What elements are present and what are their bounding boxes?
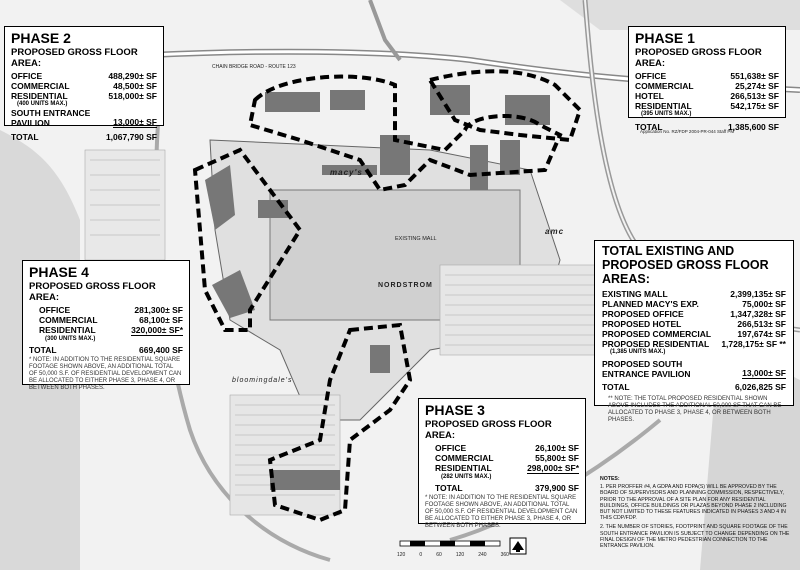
phase3-row-office	[425, 443, 579, 453]
row-value: 75,000± SF	[742, 299, 786, 309]
row-label: TOTAL	[435, 483, 463, 493]
phase2-units: (400 UNITS MAX.)	[17, 101, 68, 107]
row-value: 1,728,175± SF **	[721, 339, 786, 349]
row-label: OFFICE	[11, 71, 43, 81]
row-label: TOTAL	[635, 122, 663, 132]
row-value: 6,026,825 SF	[734, 382, 786, 392]
row-value: 518,000± SF	[108, 91, 157, 101]
row-label: PROPOSED RESIDENTIAL	[602, 339, 710, 349]
scale-tick: 120	[455, 552, 465, 558]
totals-row-commercial	[602, 329, 786, 339]
row-label: OFFICE	[39, 305, 71, 315]
row-label: HOTEL	[635, 91, 664, 101]
totals-title: TOTAL EXISTING AND PROPOSED GROSS FLOOR AREAS:	[602, 244, 769, 286]
row-label: COMMERCIAL	[435, 453, 494, 463]
scale-tick: 60	[436, 552, 442, 558]
scale-bar-ticks	[397, 552, 509, 558]
scale-tick: 0	[419, 552, 423, 558]
row-label: TOTAL	[11, 132, 39, 142]
row-label: PROPOSED COMMERCIAL	[602, 329, 712, 339]
phase3-subtitle: PROPOSED GROSS FLOOR AREA:	[425, 419, 552, 441]
phase1-row-office	[635, 71, 779, 81]
row-value: 1,347,328± SF	[730, 309, 786, 319]
scale-tick: 360	[500, 552, 509, 558]
row-value: 669,400 SF	[139, 345, 183, 355]
phase3-table	[418, 398, 586, 529]
phase4-row-total	[29, 345, 183, 355]
phase2-row-office	[11, 71, 157, 81]
row-value: 68,100± SF	[139, 315, 183, 325]
phase1-units: (395 UNITS MAX.)	[641, 111, 692, 117]
totals-table	[594, 240, 794, 423]
row-label: PLANNED MACY'S EXP.	[602, 299, 699, 309]
phase3-units: (282 UNITS MAX.)	[441, 474, 492, 480]
phase3-note: * NOTE: IN ADDITION TO THE RESIDENTIAL SQUARE FOOTAGE SHOWN ABOVE, AN ADDITIONAL TOTAL OF 50,000 S.F. OF RESIDENTIAL DEVELOPMENT CAN BE ALLOCATED TO EITHER PHASE 3, PHASE 4, OR BETWEEN BOTH PHASES.	[425, 495, 578, 529]
phase1-row-residential	[635, 101, 779, 111]
row-value: 13,000± SF	[113, 117, 157, 127]
phase1-row-hotel	[635, 91, 779, 101]
row-label: RESIDENTIAL	[39, 325, 96, 335]
phase4-subtitle: PROPOSED GROSS FLOOR AREA:	[29, 281, 156, 303]
phase1-subtitle: PROPOSED GROSS FLOOR AREA:	[635, 47, 762, 69]
row-value: 48,500± SF	[113, 81, 157, 91]
phase1-title: PHASE 1	[635, 30, 695, 46]
row-label: COMMERCIAL	[635, 81, 694, 91]
totals-row-total	[602, 382, 786, 392]
totals-row-residential	[602, 339, 786, 349]
row-value: 25,274± SF	[735, 81, 779, 91]
row-value: 1,385,600 SF	[727, 122, 779, 132]
phase4-note: * NOTE: IN ADDITION TO THE RESIDENTIAL SQUARE FOOTAGE SHOWN ABOVE, AN ADDITIONAL TOTAL OF 50,000 S.F. OF RESIDENTIAL DEVELOPMENT CAN BE ALLOCATED TO EITHER PHASE 3, PHASE 4, OR BETWEEN BOTH PHASES.	[29, 357, 182, 391]
row-value: 197,674± SF	[737, 329, 786, 339]
nordstrom-label: NORDSTROM	[378, 282, 433, 289]
phase1-row-total	[635, 122, 779, 132]
phase3-row-total	[425, 483, 579, 493]
phase2-row-pavilion	[11, 108, 157, 128]
row-value: 551,638± SF	[730, 71, 779, 81]
row-label: PROPOSED OFFICE	[602, 309, 684, 319]
phase2-row-commercial	[11, 81, 157, 91]
row-label: RESIDENTIAL	[635, 101, 692, 111]
row-value: 281,300± SF	[134, 305, 183, 315]
phase2-title: PHASE 2	[11, 30, 71, 46]
row-label: TOTAL	[29, 345, 57, 355]
row-label: OFFICE	[635, 71, 667, 81]
scale-tick: 240	[478, 552, 487, 558]
totals-units: (1,385 UNITS MAX.)	[610, 349, 666, 355]
notes-block	[600, 476, 790, 549]
scale-tick: 120	[397, 552, 406, 558]
phase4-row-residential	[29, 325, 183, 336]
amc-label: amc	[545, 227, 565, 236]
bloomingdales-label: bloomingdale's	[232, 377, 293, 384]
phase4-row-commercial	[29, 315, 183, 325]
row-value: 13,000± SF	[742, 368, 786, 378]
row-value: 266,513± SF	[737, 319, 786, 329]
parking-lot-west	[85, 150, 165, 260]
row-value: 488,290± SF	[108, 71, 157, 81]
parking-lot-east	[440, 265, 600, 355]
north-arrow-icon	[510, 538, 526, 554]
phase2-subtitle: PROPOSED GROSS FLOOR AREA:	[11, 47, 138, 69]
phase4-table	[22, 260, 190, 391]
application-label: Application No. RZ/FDP 2004-PR-044 Staff PM	[640, 129, 735, 134]
phase2-row-residential	[11, 91, 157, 101]
row-label: COMMERCIAL	[39, 315, 98, 325]
phase1-row-commercial	[635, 81, 779, 91]
row-label: EXISTING MALL	[602, 289, 668, 299]
note-item: 2. THE NUMBER OF STORIES, FOOTPRINT AND SQUARE FOOTAGE OF THE SOUTH ENTRANCE PAVILION IS SUBJECT TO CHANGE DEPENDING ON THE FINAL DESIGN OF THE METRO PEDESTRIAN CONNECTION TO THE ENTRANCE PAVILION.	[600, 524, 790, 550]
road-label: CHAIN BRIDGE ROAD - ROUTE 123	[212, 64, 296, 70]
phase3-row-commercial	[425, 453, 579, 463]
row-label: OFFICE	[435, 443, 467, 453]
totals-row-existing-mall	[602, 289, 786, 299]
phase4-title: PHASE 4	[29, 264, 89, 280]
phase4-row-office	[29, 305, 183, 315]
totals-row-pavilion	[602, 359, 786, 379]
row-value: 320,000± SF*	[131, 325, 183, 335]
totals-row-macys	[602, 299, 786, 309]
existing-mall-label: EXISTING MALL	[395, 236, 437, 242]
row-value: 55,800± SF	[535, 453, 579, 463]
phase2-table	[4, 26, 164, 142]
row-label: SOUTH ENTRANCE PAVILION	[11, 108, 91, 128]
scale-bar	[400, 541, 500, 546]
row-value: 379,900 SF	[535, 483, 579, 493]
note-item: 1. PER PROFFER #4, A GDPA AND FDPA(S) WILL BE APPROVED BY THE BOARD OF SUPERVISORS AND PLANNING COMMISSION, RESPECTIVELY, PRIOR TO THE APPROVAL OF A SITE PLAN FOR ANY RESIDENTIAL BUILDINGS, OFFICE BUILDINGS OR PLAZAS BEYOND PHASE 2 INCLUDING BUT NOT LIMITED TO THESE FEATURES INDICATED IN PHASES 3 AND 4 IN THIS CDP/FDP.	[600, 484, 787, 522]
row-label: PROPOSED HOTEL	[602, 319, 682, 329]
row-value: 542,175± SF	[730, 101, 779, 111]
row-value: 2,399,135± SF	[730, 289, 786, 299]
macys-label: macy's	[330, 168, 363, 177]
phase2-row-total	[11, 132, 157, 142]
totals-note: ** NOTE: THE TOTAL PROPOSED RESIDENTIAL SHOWN ABOVE INCLUDES THE ADDITIONAL 50,000 SF THAT CAN BE ALLOCATED TO PHASE 3, PHASE 4, OR BETWEEN BOTH PHASES.	[608, 396, 782, 423]
row-label: RESIDENTIAL	[11, 91, 68, 101]
row-label: TOTAL	[602, 382, 630, 392]
phase3-row-residential	[425, 463, 579, 474]
row-value: 266,513± SF	[730, 91, 779, 101]
row-value: 298,000± SF*	[527, 463, 579, 473]
phase4-units: (300 UNITS MAX.)	[45, 336, 96, 342]
row-value: 26,100± SF	[535, 443, 579, 453]
phase3-title: PHASE 3	[425, 402, 485, 418]
totals-row-hotel	[602, 319, 786, 329]
row-label: RESIDENTIAL	[435, 463, 492, 473]
notes-title: NOTES:	[600, 476, 620, 482]
row-label: COMMERCIAL	[11, 81, 70, 91]
row-label: PROPOSED SOUTH ENTRANCE PAVILION	[602, 359, 691, 379]
totals-row-office	[602, 309, 786, 319]
row-value: 1,067,790 SF	[105, 132, 157, 142]
